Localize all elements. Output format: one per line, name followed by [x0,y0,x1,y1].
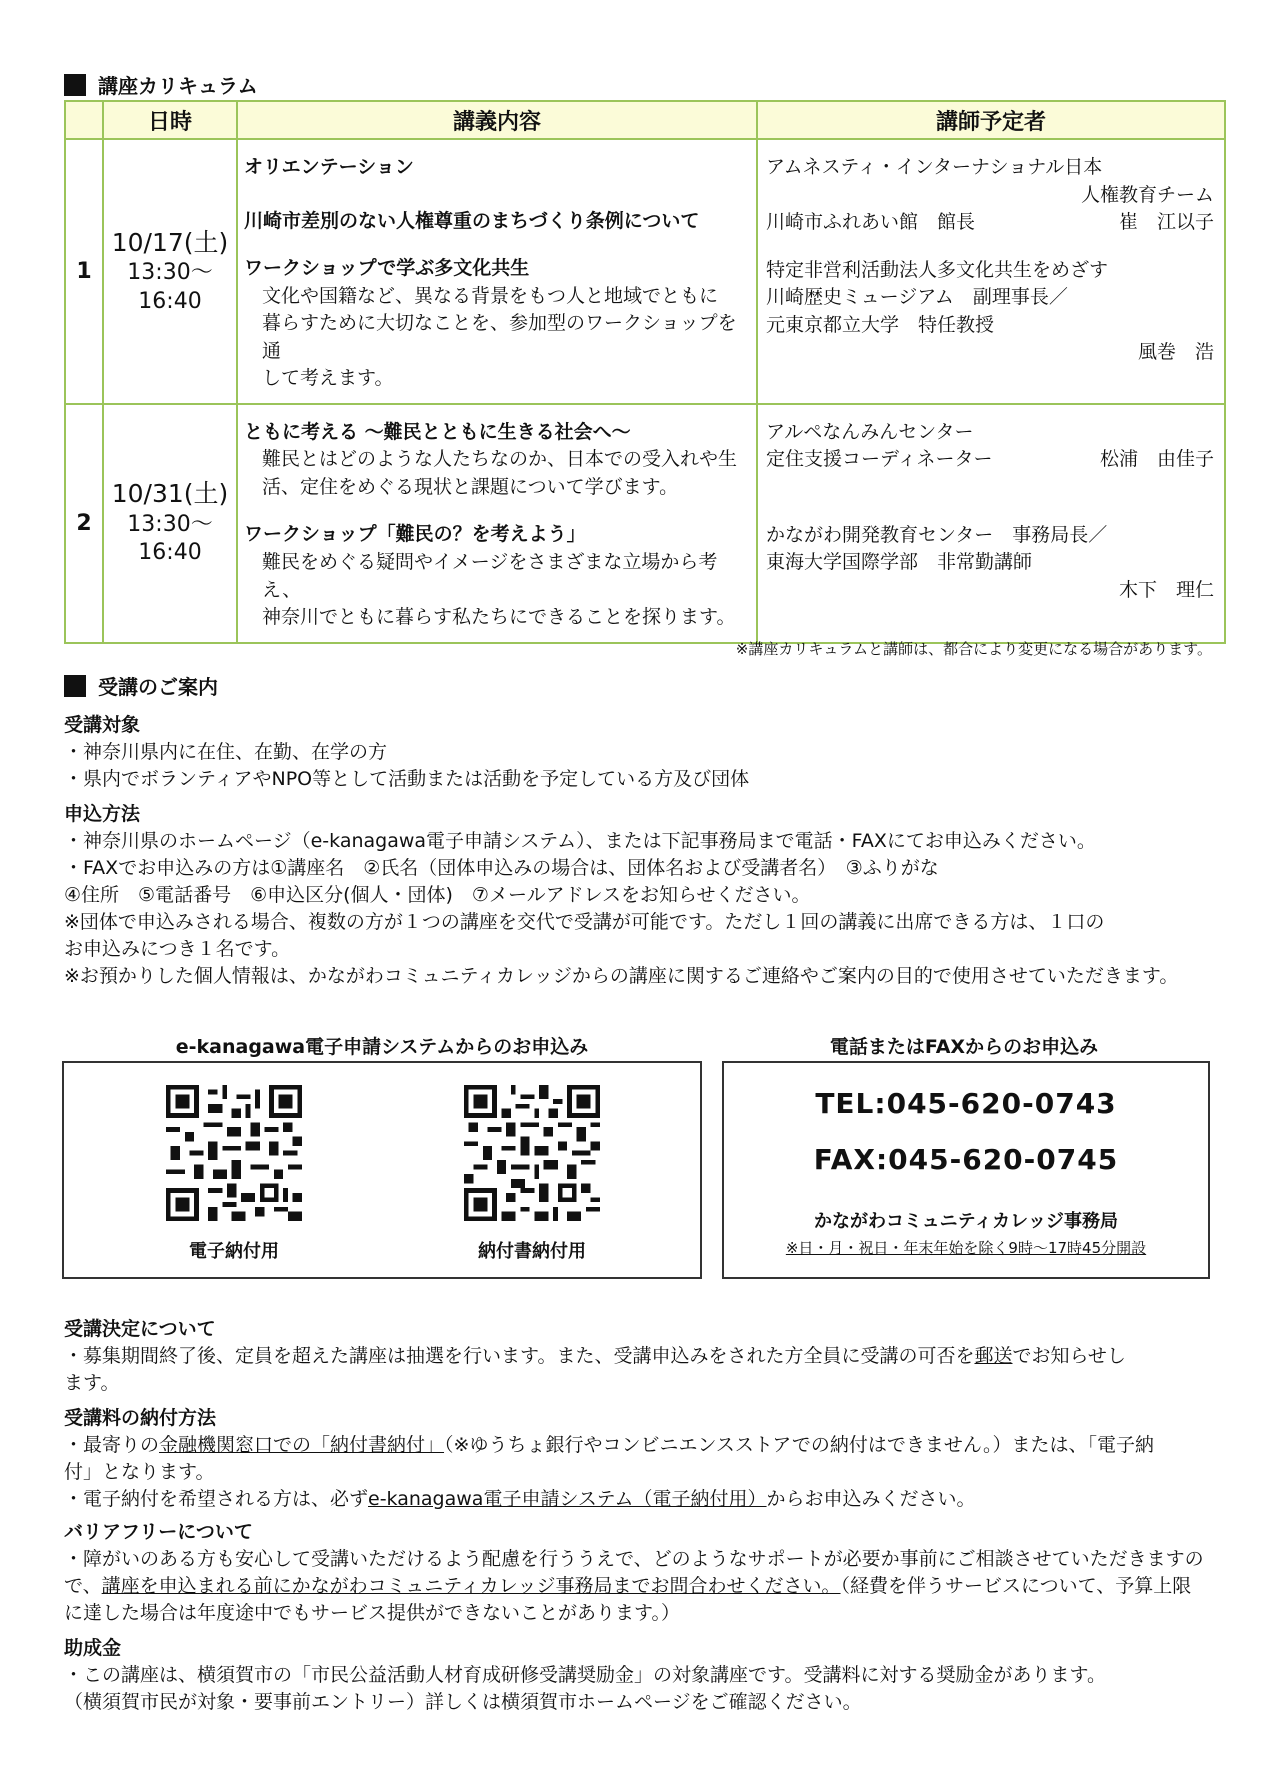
session-content: オリエンテーション 川崎市差別のない人権尊重のまちづくり条例について ワークショップで学ぶ多文化共生 文化や国籍など、異なる背景をもつ人と地域でともに 暮らすために大切なことを、参加型のワークショップを通 して考えます。 [237,139,757,404]
guide-section: 受講対象 ・神奈川県内に在住、在勤、在学の方 ・県内でボランティアやNPO等として活動または活動を予定している方及び団体 申込方法 ・神奈川県のホームページ（e-kanagawa電子申請システム）、または下記事務局まで電話・FAXにてお申込みください。 ・FAXでお申込みの方は①講座名 ②氏名（団体申込みの場合は、団体名および受講者名） ③ふりがな ④住所 ⑤電話番号 ⑥申込区分(個人・団体) ⑦メールアドレスをお知らせください。 ※団体で申込みされる場合、複数の方が１つの講座を交代で受講が可能です。ただし１回の講義に出席できる方は、１口の お申込みにつき１名です。 ※お預かりした個人情報は、かながわコミュニティカレッジからの講座に関するご連絡やご案内の目的で使用させていただきます。 [64,714,1179,987]
square-bullet-icon [64,74,86,96]
info-section: 受講決定について ・募集期間終了後、定員を超えた講座は抽選を行います。また、受講申込みをされた方全員に受講の可否を郵送でお知らせし ます。 受講料の納付方法 ・最寄りの金融機関窓口での「納付書納付」（※ゆうちょ銀行やコンビニエンスストアでの納付はできません。）または、「電子納 付」となります。 ・電子納付を希望される方は、必ずe-kanagawa電子申請システム（電子納付用）からお申込みください。 バリアフリーについて ・障がいのある方も安心して受講いただけるよう配慮を行ううえで、どのようなサポートが必要か事前にご相談させていただきますの で、講座を申込まれる前にかながわコミュニティカレッジ事務局までお問合わせください。（経費を伴うサービスについて、予算上限 に達した場合は年度途中でもサービス提供ができないことがあります。） 助成金 ・この講座は、横須賀市の「市民公益活動人材育成研修受講奨励金」の対象講座です。受講料に対する奨励金があります。 （横須賀市民が対象・要事前エントリー）詳しくは横須賀市ホームページをご確認ください。 [64,1318,1204,1713]
table-header-row [65,101,1225,139]
fax-number: FAX:045-620-0745 [813,1143,1119,1176]
session-lecturer: アムネスティ・インターナショナル日本 人権教育チーム 川崎市ふれあい館 館長 崔 江以子 特定非営利活動法人多文化共生をめざす 川崎歴史ミュージアム 副理事長／ 元東京都立大学 特任教授 風巻 浩 [757,139,1225,404]
qr2-label: 納付書納付用 [478,1241,586,1262]
header-content: 講義内容 [237,101,757,139]
qr1-label: 電子納付用 [189,1241,279,1262]
square-bullet-icon [64,675,86,697]
curriculum-note: ※講座カリキュラムと講師は、都合により変更になる場合があります。 [735,640,1212,658]
session-content: ともに考える 〜難民とともに生きる社会へ〜 難民とはどのような人たちなのか、日本での受入れや生 活、定住をめぐる現状と課題について学びます。 ワークショップ「難民の？を考えよう」 難民をめぐる疑問やイメージをさまざまな立場から考え、 神奈川でともに暮らす私たちにできることを探ります。 [237,404,757,643]
table-row [65,404,1225,643]
office-name: かながわコミュニティカレッジ事務局 [813,1211,1119,1232]
qr-code-icon[interactable] [464,1085,600,1221]
phone-caption: 電話またはFAXからのお申込み [829,1036,1099,1058]
table-row [65,139,1225,404]
header-lecturer: 講師予定者 [757,101,1225,139]
session-number: 1 [65,139,103,404]
curriculum-heading: 講座カリキュラム [64,70,258,99]
qr-code-icon[interactable] [166,1085,302,1221]
phone-box [722,1061,1210,1279]
curriculum-table [64,100,1226,644]
office-hours: ※日・月・祝日・年末年始を除く9時〜17時45分開設 [785,1239,1147,1257]
session-lecturer: アルペなんみんセンター 定住支援コーディネーター 松浦 由佳子 かながわ開発教育センター 事務局長／ 東海大学国際学部 非常勤講師 木下 理仁 [757,404,1225,643]
header-date: 日時 [103,101,237,139]
online-box [62,1061,702,1279]
online-caption: e-kanagawa電子申請システムからのお申込み [175,1036,589,1058]
session-date: 10/31(土) 13:30〜 16:40 [103,404,237,643]
session-date: 10/17(土) 13:30〜 16:40 [103,139,237,404]
tel-number[interactable]: TEL:045-620-0743 [815,1087,1117,1120]
guide-heading: 受講のご案内 [64,671,218,700]
session-number: 2 [65,404,103,643]
